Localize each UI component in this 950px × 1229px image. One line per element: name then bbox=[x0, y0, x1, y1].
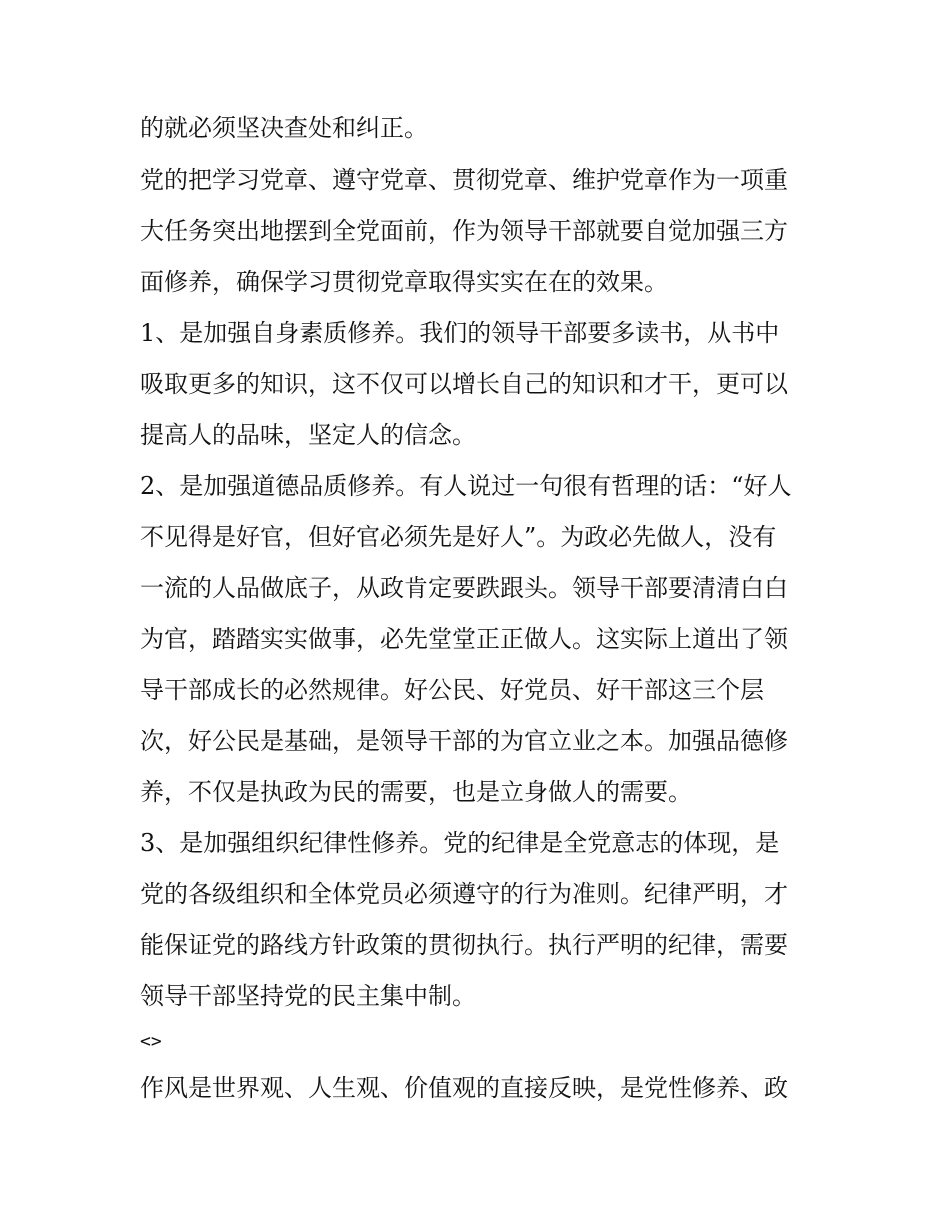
text-line: 不见得是好官，但好官必须先是好人”。为政必先做人，没有 bbox=[140, 523, 777, 551]
text-line: 党的各级组织和全体党员必须遵守的行为准则。纪律严明，才 bbox=[140, 880, 788, 908]
text-line: 次，好公民是基础，是领导干部的为官立业之本。加强品德修 bbox=[140, 727, 788, 755]
placeholder-marker: <> bbox=[140, 1031, 162, 1052]
text-line: 吸取更多的知识，这不仅可以增长自己的知识和才干，更可以 bbox=[140, 370, 788, 398]
text-line: 为官，踏踏实实做事，必先堂堂正正做人。这实际上道出了领 bbox=[140, 625, 788, 653]
text-line: 能保证党的路线方针政策的贯彻执行。执行严明的纪律，需要 bbox=[140, 931, 788, 959]
text-line: 一流的人品做底子，从政肯定要跌跟头。领导干部要清清白白 bbox=[140, 574, 788, 602]
text-line: 的就必须坚决查处和纠正。 bbox=[140, 114, 428, 142]
text-line: 3、是加强组织纪律性修养。党的纪律是全党意志的体现，是 bbox=[140, 829, 780, 857]
text-line: 1、是加强自身素质修养。我们的领导干部要多读书，从书中 bbox=[140, 319, 780, 347]
text-line: 作风是世界观、人生观、价值观的直接反映，是党性修养、政 bbox=[140, 1074, 788, 1102]
text-line: 党的把学习党章、遵守党章、贯彻党章、维护党章作为一项重 bbox=[140, 166, 788, 194]
text-line: 大任务突出地摆到全党面前，作为领导干部就要自觉加强三方 bbox=[140, 217, 788, 245]
text-line: 2、是加强道德品质修养。有人说过一句很有哲理的话：“好人 bbox=[140, 472, 792, 500]
text-line: 领导干部坚持党的民主集中制。 bbox=[140, 982, 476, 1010]
text-line: 导干部成长的必然规律。好公民、好党员、好干部这三个层 bbox=[140, 676, 764, 704]
text-line: 养，不仅是执政为民的需要，也是立身做人的需要。 bbox=[140, 778, 692, 806]
text-line: 提高人的品味，坚定人的信念。 bbox=[140, 421, 476, 449]
text-line: 面修养，确保学习贯彻党章取得实实在在的效果。 bbox=[140, 268, 668, 296]
